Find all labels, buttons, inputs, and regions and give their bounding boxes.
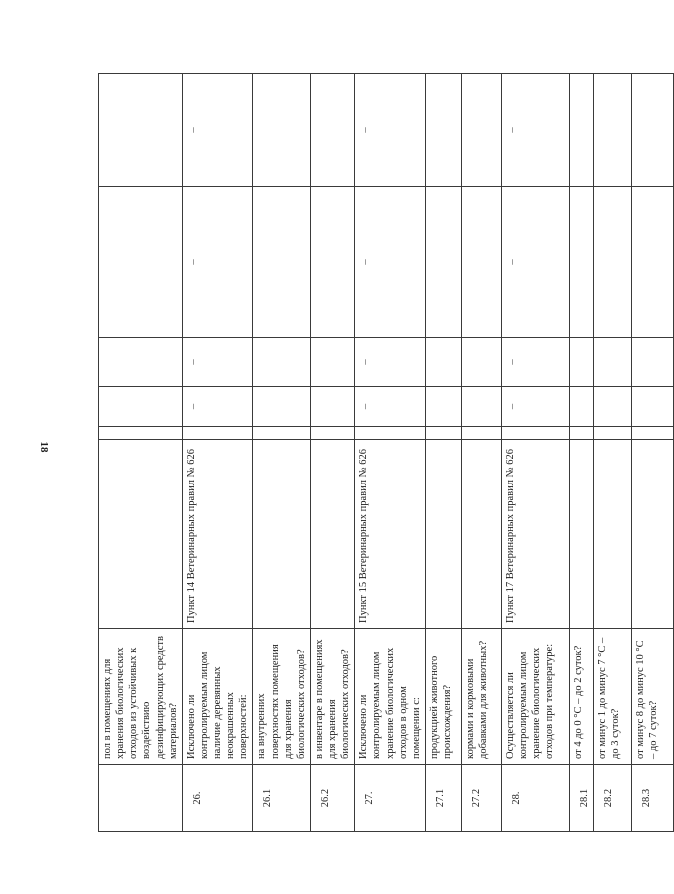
table-row (253, 74, 311, 832)
spacer-cell (632, 427, 674, 440)
answer-cell (569, 338, 593, 387)
answer-cell (425, 387, 461, 427)
spacer-cell (355, 427, 426, 440)
legal-reference (253, 440, 311, 629)
item-number: 28.2 (594, 765, 632, 832)
answer-cell (461, 387, 501, 427)
requirement-question: Исключено ли контролируемым лицом наличие деревянных неокрашенных поверхностей: (182, 629, 253, 765)
spacer-cell (99, 427, 183, 440)
spacer-cell (569, 427, 593, 440)
item-number: 26.1 (253, 765, 311, 832)
legal-reference (569, 440, 593, 629)
checklist-table (98, 73, 674, 832)
spacer-cell (310, 427, 354, 440)
requirement-question: кормами и кормовыми добавками для животных? (461, 629, 501, 765)
answer-cell (310, 187, 354, 338)
answer-cell: – (182, 338, 253, 387)
answer-cell (594, 74, 632, 187)
answer-cell (594, 187, 632, 338)
table-row (425, 74, 461, 832)
answer-cell (425, 338, 461, 387)
item-number: 27.1 (425, 765, 461, 832)
legal-reference (310, 440, 354, 629)
item-number: 28.1 (569, 765, 593, 832)
answer-cell (310, 338, 354, 387)
spacer-cell (594, 427, 632, 440)
spacer-cell (182, 427, 253, 440)
answer-cell (425, 74, 461, 187)
answer-cell (569, 74, 593, 187)
answer-cell (632, 387, 674, 427)
answer-cell: – (355, 187, 426, 338)
answer-cell: – (501, 187, 569, 338)
answer-cell (253, 187, 311, 338)
item-number: 26. (182, 765, 253, 832)
legal-reference (425, 440, 461, 629)
answer-cell (310, 387, 354, 427)
spacer-cell (461, 427, 501, 440)
answer-cell (461, 338, 501, 387)
answer-cell: – (182, 74, 253, 187)
requirement-question: на внутренних поверхностях помещения для хранения биологических отходов? (253, 629, 311, 765)
answer-cell: – (355, 387, 426, 427)
answer-cell (425, 187, 461, 338)
table-row (310, 74, 354, 832)
table-row (355, 74, 426, 832)
table-row (594, 74, 632, 832)
answer-cell (99, 387, 183, 427)
answer-cell (253, 387, 311, 427)
table-row (182, 74, 253, 832)
answer-cell (461, 74, 501, 187)
legal-reference (632, 440, 674, 629)
requirement-question: от минус 8 до минус 10 °С – до 7 суток? (632, 629, 674, 765)
spacer-cell (425, 427, 461, 440)
table-row (99, 74, 183, 832)
item-number: 26.2 (310, 765, 354, 832)
answer-cell (253, 74, 311, 187)
answer-cell: – (355, 74, 426, 187)
answer-cell (632, 338, 674, 387)
page-number: 18 (38, 441, 50, 453)
requirement-question: Осуществляется ли контролируемым лицом хранение биологических отходов при температуре: (501, 629, 569, 765)
table-row (501, 74, 569, 832)
answer-cell (632, 187, 674, 338)
answer-cell (99, 338, 183, 387)
requirement-question: Исключено ли контролируемым лицом хранение биологических отходов в одном помещении с: (355, 629, 426, 765)
table-row (569, 74, 593, 832)
checklist-table-body (99, 74, 674, 832)
answer-cell: – (501, 74, 569, 187)
spacer-cell (253, 427, 311, 440)
answer-cell (99, 187, 183, 338)
requirement-question: пол в помещениях для хранения биологических отходов из устойчивых к воздействию дезинфицирующих средств материалов? (99, 629, 183, 765)
legal-reference (461, 440, 501, 629)
requirement-question: в инвентаре в помещениях для хранения биологических отходов? (310, 629, 354, 765)
rotated-table-container (98, 74, 660, 832)
legal-reference: Пункт 17 Ветеринарных правил № 626 (501, 440, 569, 629)
answer-cell: – (355, 338, 426, 387)
table-row (632, 74, 674, 832)
item-number: 28.3 (632, 765, 674, 832)
legal-reference (99, 440, 183, 629)
answer-cell (594, 338, 632, 387)
answer-cell (461, 187, 501, 338)
item-number: 27. (355, 765, 426, 832)
legal-reference: Пункт 14 Ветеринарных правил № 626 (182, 440, 253, 629)
requirement-question: продукцией животного происхождения? (425, 629, 461, 765)
legal-reference (594, 440, 632, 629)
answer-cell (569, 387, 593, 427)
item-number: 28. (501, 765, 569, 832)
answer-cell: – (182, 187, 253, 338)
answer-cell: – (501, 338, 569, 387)
answer-cell (253, 338, 311, 387)
answer-cell: – (182, 387, 253, 427)
answer-cell (310, 74, 354, 187)
answer-cell: – (501, 387, 569, 427)
answer-cell (569, 187, 593, 338)
answer-cell (594, 387, 632, 427)
requirement-question: от минус 1 до минус 7 °С – до 3 суток? (594, 629, 632, 765)
requirement-question: от 4 до 0 °С – до 2 суток? (569, 629, 593, 765)
item-number (99, 765, 183, 832)
answer-cell (99, 74, 183, 187)
spacer-cell (501, 427, 569, 440)
legal-reference: Пункт 15 Ветеринарных правил № 626 (355, 440, 426, 629)
table-row (461, 74, 501, 832)
item-number: 27.2 (461, 765, 501, 832)
answer-cell (632, 74, 674, 187)
